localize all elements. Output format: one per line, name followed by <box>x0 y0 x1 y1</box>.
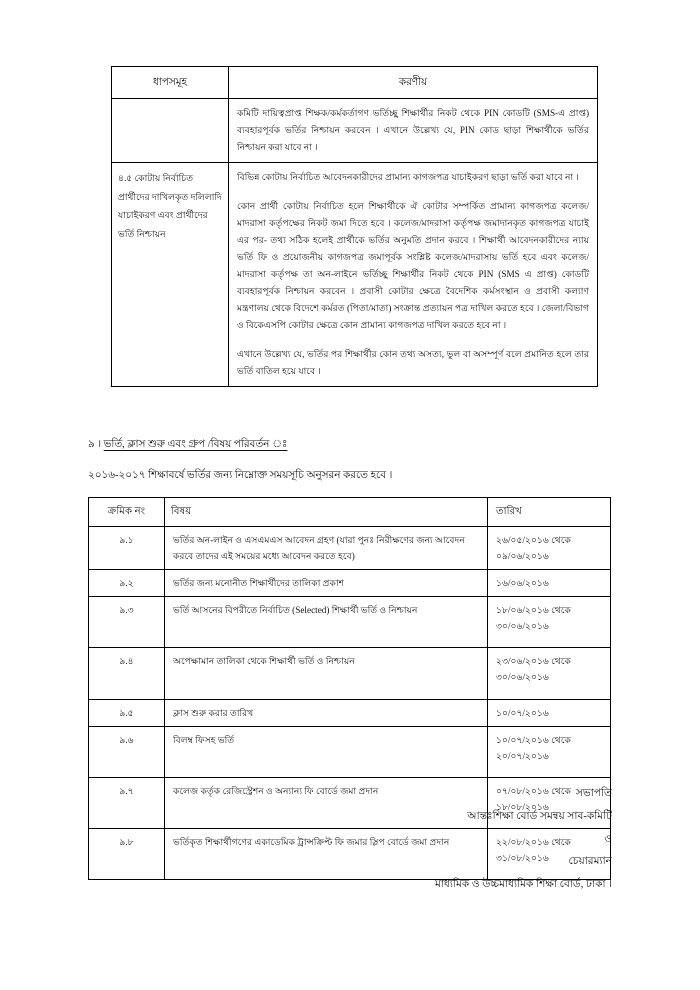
steps-row-1-paragraph-0: বিভিন্ন কোটায় নির্বাচিত আবেদনকারীদের প্রামান্য কাগজপত্র যাচাইকরণ ছাড়া ভর্তি করা যাবে না । <box>237 172 579 183</box>
table-row <box>89 726 611 777</box>
schedule-row-0-sl: ৯.১ <box>89 526 165 569</box>
schedule-row-5-subject: বিলম্ব ফিসহ ভর্তি <box>165 726 488 777</box>
table-row <box>112 163 598 387</box>
table-row <box>89 648 611 699</box>
schedule-header-subject: বিষয় <box>165 498 488 527</box>
date-line: ৩০/০৬/২০১৬ <box>496 621 549 632</box>
steps-table-header <box>112 67 598 99</box>
steps-row-0-step <box>112 99 229 163</box>
schedule-row-4-date <box>488 699 611 726</box>
section-9-number: ৯ । <box>88 439 102 450</box>
steps-table <box>111 66 598 387</box>
date-line: ১৮/০৬/২০১৬ থেকে <box>496 605 571 616</box>
schedule-row-7-sl: ৯.৮ <box>89 828 165 879</box>
schedule-row-3-subject: অপেক্ষামান তালিকা থেকে শিক্ষার্থী ভর্তি ও নিশ্চায়ন <box>165 648 488 699</box>
schedule-row-3-date <box>488 648 611 699</box>
date-line: ১৬/০৬/২০১৬ <box>496 578 549 589</box>
schedule-row-2-date <box>488 597 611 648</box>
signature-line-3: ও <box>604 833 612 845</box>
date-line: ০৭/০৮/২০১৬ থেকে <box>496 785 571 796</box>
date-line: ৩১/০৮/২০১৬ <box>496 853 549 864</box>
schedule-row-7-subject: ভর্তিকৃত শিক্ষার্থীগণের একাডেমিক ট্রান্সক্রিপ্ট ফি জমার স্লিপ বোর্ডে জমা প্রদান <box>165 828 488 879</box>
schedule-row-1-subject: ভর্তির জন্য মনোনীত শিক্ষার্থীদের তালিকা প্রকাশ <box>165 570 488 597</box>
schedule-header-date: তারিখ <box>488 498 611 527</box>
table-row <box>89 699 611 726</box>
date-line: ০৯/০৬/২০১৬ <box>496 550 549 561</box>
date-line: ১৮/০৮/২০১৬ <box>496 801 549 812</box>
steps-row-1-action <box>229 163 598 387</box>
date-line: ২৬/০৫/২০১৬ থেকে <box>496 534 571 545</box>
section-9-title: ভর্তি, ক্লাস শুরু এবং গ্রুপ /বিষয় পরিবর্তন ঃ <box>103 439 288 450</box>
signature-line-4: চেয়ারম্যান <box>568 856 612 868</box>
date-line: ১০/০৭/২০১৬ <box>496 707 549 718</box>
table-header-row <box>89 498 611 527</box>
table-row <box>89 597 611 648</box>
section-9-intro: ২০১৬-২০১৭ শিক্ষাবর্ষে ভর্তির জন্য নিম্নোক্ত সময়সূচি অনুসরন করতে হবে । <box>88 470 393 481</box>
date-line: ১০/০৭/২০১৬ থেকে <box>496 734 571 745</box>
schedule-row-6-subject: কলেজ কর্তৃক রেজিস্ট্রেশন ও অন্যান্য ফি বোর্ডে জমা প্রদান <box>165 777 488 828</box>
steps-table-body <box>112 99 598 387</box>
signature-line-2: আন্তঃশিক্ষা বোর্ড সমন্বয় সাব-কমিটি <box>467 810 612 822</box>
table-row <box>89 526 611 569</box>
schedule-row-4-subject: ক্লাস শুরু করার তারিখ <box>165 699 488 726</box>
table-header-row <box>112 67 598 99</box>
schedule-row-5-date <box>488 726 611 777</box>
steps-header-step: ধাপসমূহ <box>112 67 229 99</box>
steps-row-0-action <box>229 99 598 163</box>
steps-table-container <box>111 66 598 387</box>
steps-row-1-step: ৪.৫ কোটায় নির্বাচিত প্রার্থীদের দাখিলকৃত দলিলাদি যাচাইকরণ এবং প্রার্থীদের ভর্তি নিশ্চায়ন <box>112 163 229 387</box>
schedule-row-2-sl: ৯.৩ <box>89 597 165 648</box>
date-line: ৩০/০৬/২০১৬ <box>496 672 549 683</box>
steps-row-1-paragraph-2: এখানে উল্লেখ্য যে, ভর্তির পর শিক্ষার্থীর কোন তথ্য অসত্য, ভুল বা অসম্পূর্ণ বলে প্রমানিত হলে তার ভর্তি বাতিল হয়ে যাবে । <box>237 349 589 377</box>
schedule-row-0-date <box>488 526 611 569</box>
steps-header-action: করণীয় <box>229 67 598 99</box>
schedule-row-1-date <box>488 570 611 597</box>
steps-row-1-paragraph-1: কোন প্রার্থী কোটায় নির্বাচিত হলে শিক্ষার্থীকে ঐ কোটার সম্পর্কিত প্রামান্য কাগজপত্র কলেজ/মাদরাসা কর্তৃপক্ষের নিকট জমা দিতে হবে । কলেজ/মাদরাসা কর্তৃপক্ষ জমাদানকৃত কাগজপত্র যাচাই এর পর- তথ্য সঠিক হলেই প্রার্থীকে ভর্তির অনুমতি প্রদান করবে । শিক্ষার্থী আবেদনকারীদের ন্যায় ভর্তি ফি ও প্রয়োজনীয় কাগজপত্র জমাপূর্বক সংশ্লিষ্ট কলেজ/মাদরাসায় ভর্তি হবে এবং কলেজ/মাদরাসা কর্তৃপক্ষ তা অন-লাইনে ভর্তিচ্ছু শিক্ষার্থীর নিকট থেকে PIN (SMS এ প্রাপ্ত) কোডটি ব্যবহারপূর্বক নিশ্চায়ন করবেন । প্রবাসী কোটার ক্ষেত্রে বৈদেশিক কর্মসংস্থান ও প্রবাসী কল্যাণ মন্ত্রণালয় থেকে বিদেশে কর্মরত (পিতা/মাতা) সংক্রান্ত প্রত্যায়ন পত্র দাখিল করতে হবে । জেলা/বিভাগ ও বিকেএসপি কোটার ক্ষেত্রে কোন প্রামান্য কাগজপত্র দাখিল করতে হবে না । <box>237 201 589 331</box>
schedule-table-header <box>89 498 611 527</box>
schedule-row-1-sl: ৯.২ <box>89 570 165 597</box>
signature-line-5: মাধ্যমিক ও উচ্চমাধ্যমিক শিক্ষা বোর্ড, ঢাকা । <box>434 879 612 891</box>
schedule-header-sl: ক্রমিক নং <box>89 498 165 527</box>
schedule-row-4-sl: ৯.৫ <box>89 699 165 726</box>
schedule-row-2-subject: ভর্তি আসনের বিপরীতে নির্বাচিত (Selected) শিক্ষার্থী ভর্তি ও নিশ্চায়ন <box>165 597 488 648</box>
schedule-row-3-sl: ৯.৪ <box>89 648 165 699</box>
signature-block <box>192 783 612 897</box>
date-line: ২০/০৭/২০১৬ <box>496 750 549 761</box>
date-line: ২৩/০৬/২০১৬ থেকে <box>496 656 571 667</box>
signature-line-1: সভাপতি <box>575 788 612 799</box>
schedule-row-6-sl: ৯.৭ <box>89 777 165 828</box>
table-row <box>89 570 611 597</box>
date-line: ২২/০৮/২০১৬ থেকে <box>496 836 571 847</box>
section-9-heading <box>88 437 287 454</box>
steps-row-0-paragraph-0: কমিটি দায়িত্বপ্রাপ্ত শিক্ষক/কর্মকর্তাগণ ভর্তিচ্ছু শিক্ষার্থীর নিকট থেকে PIN কোডটি (SMS-এ প্রাপ্ত) ব্যবহারপূর্বক ভর্তির নিশ্চায়ন করবেন । এখানে উল্লেখ্য যে, PIN কোড ছাড়া শিক্ষার্থীকে ভর্তির নিশ্চায়ন করা যাবে না । <box>237 108 589 153</box>
schedule-row-5-sl: ৯.৬ <box>89 726 165 777</box>
table-row <box>112 99 598 163</box>
schedule-row-0-subject: ভর্তির অন-লাইন ও এসএমএস আবেদন গ্রহণ (যারা পুনঃ নিরীক্ষণের জন্য আবেদন করবে তাদের এই সময়ের মধ্যে আবেদন করতে হবে) <box>165 526 488 569</box>
